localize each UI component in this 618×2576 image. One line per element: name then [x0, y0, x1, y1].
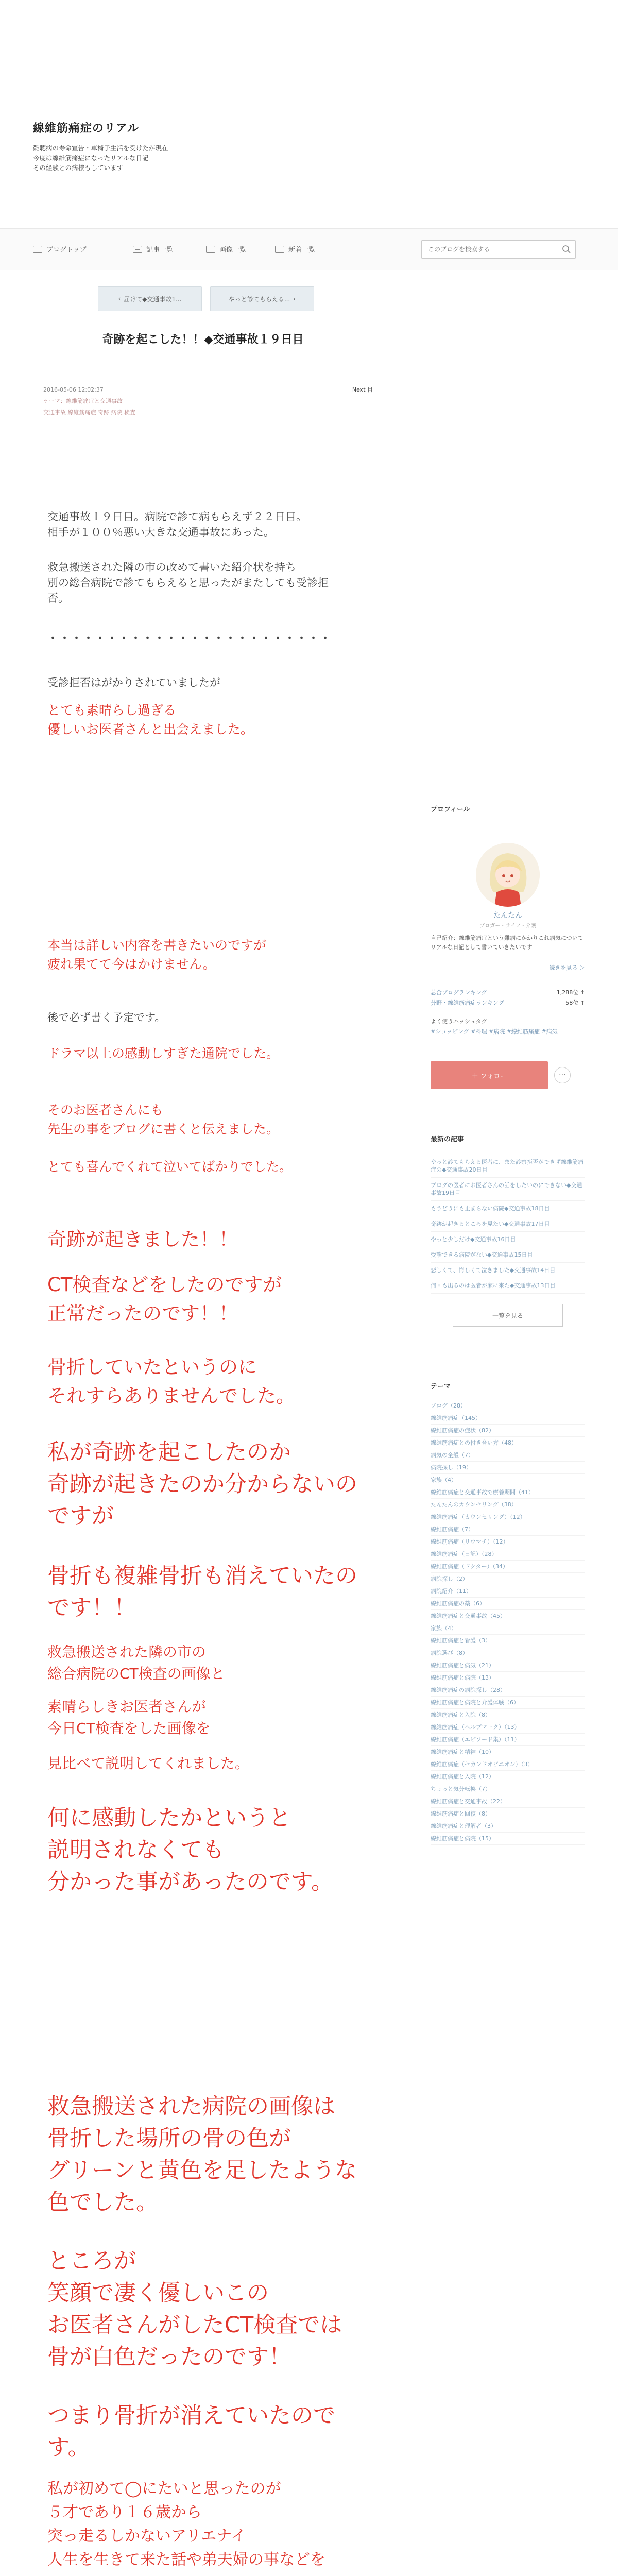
recent-post-link[interactable]: 受診できる病院がない◆交通事故15日目	[431, 1247, 585, 1263]
hashtag-list[interactable]: #ショッピング #料理 #病院 #線維筋痛症 #病気	[431, 1028, 558, 1035]
document-icon	[275, 246, 284, 253]
text-line: 本当は詳しい内容を書きたいのですが	[47, 938, 267, 953]
text-line: つまり骨折が消えていたので	[47, 2403, 335, 2429]
search-icon[interactable]	[562, 245, 571, 254]
highlight-text	[47, 2091, 357, 2218]
theme-link[interactable]: 線維筋痛症と回復（8）	[431, 1808, 585, 1820]
text-line: ところが	[47, 2248, 136, 2274]
search-box	[421, 240, 576, 259]
text-line: 骨が白色だったのです！	[47, 2344, 291, 2370]
text-line: CT検査などをしたのですが	[47, 1274, 282, 1296]
paragraph	[47, 560, 329, 606]
text-line: 別の総合病院で診てもらえると思ったがまたしても受診拒	[47, 577, 329, 589]
blog-description-line: 今度は線維筋痛症になったリアルな日記	[33, 154, 149, 162]
text-line: 素晴らしきお医者さんが	[47, 1698, 207, 1715]
text-line: 笑顔で凄く優しいこの	[47, 2280, 269, 2306]
theme-link[interactable]: たんたんのカウンセリング（38）	[431, 1499, 585, 1511]
text-line: 救急搬送された隣の市の	[47, 1643, 207, 1660]
theme-link[interactable]: 線維筋痛症（日記）（28）	[431, 1548, 585, 1561]
profile-subtitle: ブロガー・ライフ・介護	[479, 923, 536, 929]
text-line: 正常だったのです！！	[47, 1302, 238, 1325]
text-line: それすらありませんでした。	[47, 1385, 295, 1407]
text-line: 奇跡が起きたのか分からないの	[47, 1471, 357, 1497]
theme-link[interactable]: ちょっと気分転換（7）	[431, 1783, 585, 1795]
theme-link[interactable]: 線維筋痛症と精神（10）	[431, 1746, 585, 1758]
text-line: そのお医者さんにも	[47, 1103, 164, 1117]
avatar[interactable]	[476, 843, 540, 907]
recent-list	[431, 1155, 585, 1294]
profile-more-link[interactable]: 続きを見る ＞	[549, 964, 585, 971]
text-line: 救急搬送された病院の画像は	[47, 2094, 335, 2120]
theme-link[interactable]: 線維筋痛症の症状（82）	[431, 1425, 585, 1437]
post-theme[interactable]: テーマ：線維筋痛症と交通事故	[43, 398, 123, 404]
theme-link[interactable]: 線維筋痛症との付き合い方（48）	[431, 1437, 585, 1449]
theme-link[interactable]: 線維筋痛症の薬（6）	[431, 1598, 585, 1610]
blog-description	[33, 143, 249, 173]
text-line: とても素晴らし過ぎる	[47, 703, 177, 718]
blog-description-line: その経験との病様もしています	[33, 164, 124, 172]
ranking-row[interactable]	[431, 988, 585, 996]
highlight-text: 奇跡が起きました！！	[47, 1228, 238, 1250]
highlight-text	[47, 936, 266, 974]
text-line: ですが	[47, 1503, 114, 1529]
ranking-value: 58位 ↑	[565, 999, 585, 1006]
text-line: 今日CT検査をした画像を	[47, 1720, 211, 1737]
text-line: 骨折も複雑骨折も消えていたの	[47, 1563, 357, 1589]
theme-link[interactable]: 病院紹介（11）	[431, 1585, 585, 1598]
nav-image-list[interactable]	[206, 244, 246, 254]
nav-blog-top[interactable]	[33, 244, 87, 254]
text-line: ５才であり１６歳から	[47, 2503, 202, 2521]
search-input[interactable]	[422, 241, 551, 258]
highlight-text	[47, 2400, 335, 2464]
theme-link[interactable]: 線維筋痛症の病院探し（28）	[431, 1684, 585, 1697]
prev-entry-button[interactable]	[98, 286, 202, 311]
recent-post-link[interactable]: ブログの医者にお医者さんの話をしたいのにできない◆交通事故19日目	[431, 1178, 585, 1201]
post-page-link[interactable]: Next 目	[352, 386, 373, 393]
text-line: 何に感動したかというと	[47, 1805, 291, 1831]
highlight-text	[47, 1641, 225, 1685]
recent-more-button[interactable]: 一覧を見る	[453, 1304, 563, 1327]
text-line: 色でした。	[47, 2190, 158, 2215]
recent-post-link[interactable]: もうどうにも止まらない病院◆交通事故18日目	[431, 1201, 585, 1216]
profile-description: 自己紹介：線維筋痛症という難病にかかりこれ病気についてリアルな日記として書いていきたいです	[431, 935, 583, 951]
avatar-illustration-icon	[476, 843, 540, 907]
theme-link[interactable]: 線維筋痛症（カウンセリング）（12）	[431, 1511, 585, 1523]
theme-link[interactable]: 線維筋痛症と交通事故で療養期間（41）	[431, 1486, 585, 1499]
theme-link[interactable]: 線維筋痛症（エピソード集）（11）	[431, 1734, 585, 1746]
paragraph	[47, 509, 307, 540]
ranking-row[interactable]	[431, 998, 585, 1007]
prev-entry-label: 届けて◆交通事故1...	[124, 295, 182, 303]
hashtag-label: よく使うハッシュタグ	[431, 1018, 487, 1025]
chevron-right-icon: ›	[293, 295, 296, 302]
recent-post-link[interactable]: 悲しくて、悔しくて泣きました◆交通事故14日目	[431, 1263, 585, 1278]
nav-label: ブログトップ	[46, 246, 87, 254]
text-line: です！！	[47, 1595, 136, 1621]
highlight-text	[47, 1436, 357, 1532]
nav-entry-list[interactable]	[133, 244, 173, 254]
theme-link[interactable]: ブログ（28）	[431, 1400, 585, 1412]
nav-label: 画像一覧	[219, 246, 247, 254]
theme-link[interactable]: 線維筋痛症と交通事故（45）	[431, 1610, 585, 1622]
text-line: 骨折した場所の骨の色が	[47, 2126, 291, 2151]
text-line: 骨折していたというのに	[47, 1356, 257, 1378]
text-line: お医者さんがしたCT検査では	[47, 2312, 342, 2338]
theme-link[interactable]: 線維筋痛症と入院（8）	[431, 1709, 585, 1721]
text-line: 私が奇跡を起こしたのか	[47, 1439, 291, 1465]
highlight-text	[47, 1100, 279, 1139]
global-nav	[0, 228, 618, 270]
theme-link[interactable]: 線維筋痛症（145）	[431, 1412, 585, 1425]
blog-description-line: 難聴病の寿命宣告・車椅子生活を受けたが現在	[33, 144, 168, 152]
post-date: 2016-05-06 12:02:37	[43, 386, 104, 393]
theme-link[interactable]: 線維筋痛症（リウマチ）（12）	[431, 1536, 585, 1548]
paragraph: 受診拒否はがかりされていましたが	[47, 676, 220, 689]
text-line: す。	[47, 2435, 90, 2461]
paragraph: 後で必ず書く予定です。	[47, 1011, 166, 1024]
theme-link[interactable]: 線維筋痛症（7）	[431, 1523, 585, 1536]
post-meta	[43, 384, 373, 418]
highlight-text	[47, 1270, 282, 1328]
text-line: 人生を生きて来た話や弟夫婦の事などを	[47, 2551, 325, 2569]
recent-heading: 最新の記事	[431, 1136, 465, 1143]
theme-link[interactable]: 病院探し（2）	[431, 1573, 585, 1585]
home-icon	[33, 246, 42, 253]
theme-link[interactable]: 線維筋痛症と看護（3）	[431, 1635, 585, 1647]
highlight-text: ドラマ以上の感動しすぎた通院でした。	[47, 1046, 280, 1061]
theme-link[interactable]: 線維筋痛症（セカンドオピニオン）（3）	[431, 1758, 585, 1771]
follow-area	[431, 1061, 585, 1090]
image-icon	[206, 246, 215, 253]
highlight-text	[47, 701, 253, 739]
text-line: 私が初めて◯にたいと思ったのが	[47, 2480, 281, 2498]
theme-link[interactable]: 家族（4）	[431, 1474, 585, 1486]
ranking-value: 1,288位 ↑	[556, 989, 585, 996]
recent-post-link[interactable]: 奇跡が起きるところを見たい◆交通事故17日目	[431, 1216, 585, 1232]
text-line: 救急搬送された隣の市の改めて書いた紹介状を持ち	[47, 561, 296, 573]
text-line: 先生の事をブログに書くと伝えました。	[47, 1122, 280, 1137]
text-line: 否。	[47, 592, 69, 604]
profile-heading: プロフィール	[431, 806, 470, 814]
ranking-label: 总合ブログランキング	[431, 989, 487, 996]
theme-link[interactable]: 家族（4）	[431, 1622, 585, 1635]
text-line: 説明されなくても	[47, 1837, 225, 1863]
highlight-text	[47, 1802, 333, 1898]
highlight-text	[47, 1560, 357, 1624]
nav-new-list[interactable]	[275, 244, 315, 254]
chevron-left-icon: ‹	[118, 295, 121, 302]
theme-heading: テーマ	[431, 1383, 451, 1391]
text-line: 交通事故１９日目。病院で診て病もらえず２２日目。	[47, 511, 307, 523]
highlight-text	[47, 2245, 342, 2373]
theme-link[interactable]: 線維筋痛症と入院（12）	[431, 1771, 585, 1783]
theme-link[interactable]: 線維筋痛症と理解者（3）	[431, 1820, 585, 1833]
text-line: 疲れ果てて今はかけません。	[47, 957, 216, 972]
theme-link[interactable]: 病院選び（8）	[431, 1647, 585, 1659]
text-line: 優しいお医者さんと出会えました。	[47, 722, 254, 737]
post-title: 奇跡を起こした！！◆交通事故１９日目	[102, 333, 304, 346]
follow-button[interactable]: ＋ フォロー	[431, 1061, 548, 1089]
recent-post-link[interactable]: 何回も出るのは医者が家に来た◆交通事故13日目	[431, 1278, 585, 1294]
recent-post-link[interactable]: やっと少しだけ◆交通事故16日目	[431, 1232, 585, 1247]
nav-label: 記事一覧	[146, 246, 174, 254]
separator-dots: ・・・・・・・・・・・・・・・・・・・・・・・・	[47, 632, 332, 645]
profile-name[interactable]: たんたん	[493, 911, 522, 920]
theme-widget	[431, 1381, 585, 1845]
blog-title[interactable]: 線維筋痛症のリアル	[33, 122, 140, 135]
text-line: 突っ走るしかないアリエナイ	[47, 2527, 247, 2545]
list-icon	[133, 246, 142, 253]
text-line: 相手が１００％悪い大きな交通事故にあった。	[47, 526, 274, 538]
highlight-text	[47, 2477, 325, 2572]
text-line: グリーンと黄色を足したような	[47, 2158, 357, 2183]
theme-link[interactable]: 線維筋痛症（ヘルプマーク）（13）	[431, 1721, 585, 1734]
entry-pager	[98, 286, 314, 311]
highlight-text: 見比べて説明してくれました。	[47, 1755, 250, 1772]
theme-link[interactable]: 線維筋痛症と病気（21）	[431, 1659, 585, 1672]
next-entry-button[interactable]	[210, 286, 314, 311]
theme-link[interactable]: 病気の全般（7）	[431, 1449, 585, 1462]
highlight-text	[47, 1353, 295, 1411]
site-header	[0, 0, 618, 222]
more-options-icon[interactable]: ⋯	[554, 1067, 571, 1083]
theme-link[interactable]: 線維筋痛症と病院（15）	[431, 1833, 585, 1845]
theme-link[interactable]: 線維筋痛症と病院と介護体験（6）	[431, 1697, 585, 1709]
theme-link[interactable]: 線維筋痛症（ドクター）（34）	[431, 1561, 585, 1573]
theme-link[interactable]: 線維筋痛症と交通事故（22）	[431, 1795, 585, 1808]
text-line: 総合病院のCT検査の画像と	[47, 1665, 225, 1682]
theme-link[interactable]: 病院探し（19）	[431, 1462, 585, 1474]
recent-post-link[interactable]: やっと診てもらえる医者に、また診察拒否ができず線維筋痛症の◆交通事故20日目	[431, 1155, 585, 1178]
ranking-label: 分野・線維筋痛症ランキング	[431, 999, 504, 1006]
highlight-text: とても喜んでくれて泣いてばかりでした。	[47, 1159, 293, 1174]
theme-link[interactable]: 線維筋痛症と病院（13）	[431, 1672, 585, 1684]
recent-posts-widget	[431, 1133, 585, 1327]
theme-list	[431, 1400, 585, 1845]
highlight-text	[47, 1696, 211, 1739]
text-line: 分かった事があったのです。	[47, 1869, 334, 1895]
profile-widget	[431, 804, 585, 1080]
post-tags[interactable]: 交通事故 線維筋痛症 奇跡 病院 検査	[43, 409, 135, 416]
next-entry-label: やっと診てもらえる...	[228, 295, 290, 303]
nav-label: 新着一覧	[288, 246, 316, 254]
